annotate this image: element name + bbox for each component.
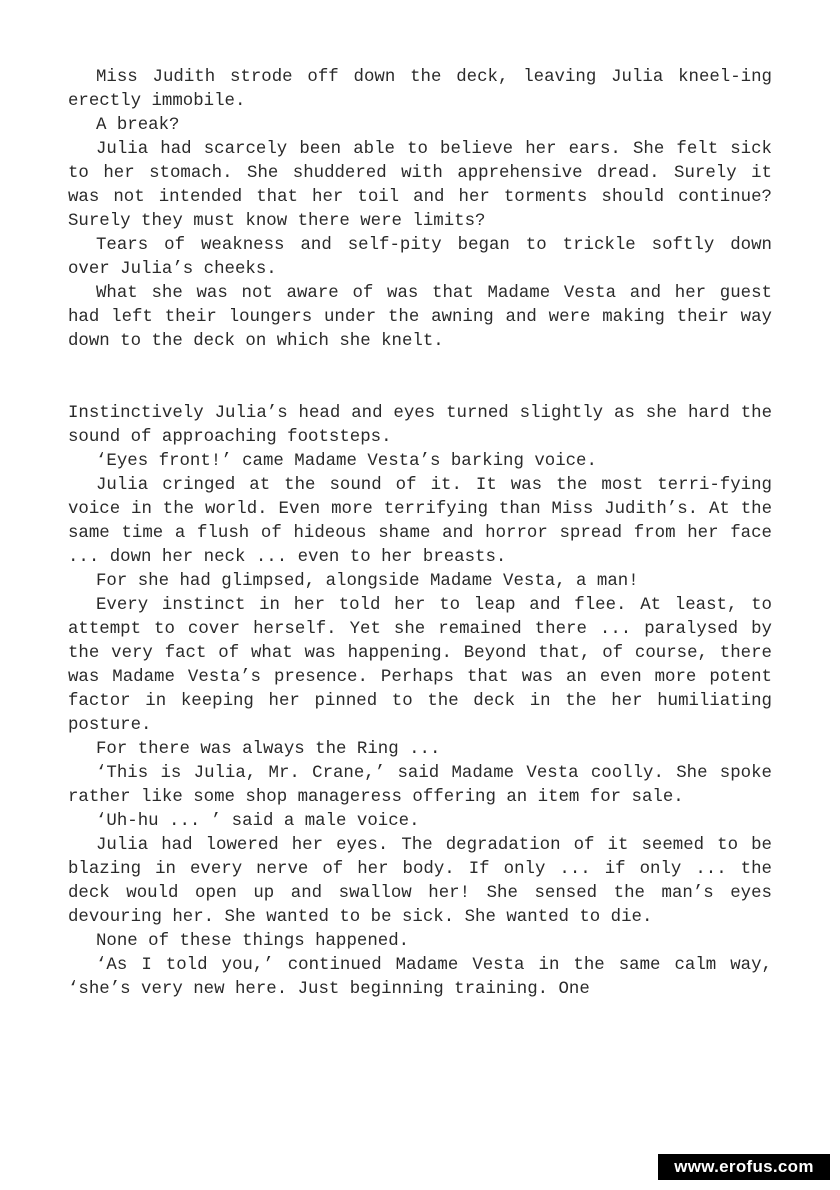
paragraph: What she was not aware of was that Madame Vesta and her guest had left their loungers under the awning and were making their way down to the deck on which she knelt.: [68, 284, 772, 351]
paragraph: Miss Judith strode off down the deck, leaving Julia kneel-ing erectly immobile.: [68, 68, 772, 111]
paragraph: Julia had scarcely been able to believe her ears. She felt sick to her stomach. She shuddered with apprehensive dread. Surely it was not intended that her toil and her torments should continue? Surely they must know there were limits?: [68, 140, 772, 231]
paragraph: None of these things happened.: [96, 932, 410, 951]
paragraph: For she had glimpsed, alongside Madame Vesta, a man!: [96, 572, 639, 591]
paragraph: Julia had lowered her eyes. The degradation of it seemed to be blazing in every nerve of her body. If only ... if only ... the deck would open up and swallow her! She sensed the man’s eyes devouring her. She wanted to be sick. She wanted to die.: [68, 836, 772, 927]
section-break: [68, 354, 772, 402]
paragraph: ‘As I told you,’ continued Madame Vesta in the same calm way, ‘she’s very new here. Just beginning training. One: [68, 956, 772, 999]
paragraph: Instinctively Julia’s head and eyes turned slightly as she hard the sound of approaching footsteps.: [68, 404, 772, 447]
paragraph: ‘This is Julia, Mr. Crane,’ said Madame Vesta coolly. She spoke rather like some shop manageress offering an item for sale.: [68, 764, 772, 807]
paragraph: For there was always the Ring ...: [96, 740, 441, 759]
paragraph: ‘Eyes front!’ came Madame Vesta’s barking voice.: [96, 452, 597, 471]
paragraph: ‘Uh-hu ... ’ said a male voice.: [96, 812, 420, 831]
document-body: [68, 66, 772, 1002]
site-watermark: www.erofus.com: [658, 1154, 830, 1180]
paragraph: A break?: [96, 116, 180, 135]
paragraph: Julia cringed at the sound of it. It was the most terri-fying voice in the world. Even more terrifying than Miss Judith’s. At the same time a flush of hideous shame and horror spread from her face ... down her neck ... even to her breasts.: [68, 476, 772, 567]
paragraph: Every instinct in her told her to leap and flee. At least, to attempt to cover herself. Yet she remained there ... paralysed by the very fact of what was happening. Beyond that, of course, there was Madame Vesta’s presence. Perhaps that was an even more potent factor in keeping her pinned to the deck in the her humiliating posture.: [68, 596, 772, 735]
paragraph: Tears of weakness and self-pity began to trickle softly down over Julia’s cheeks.: [68, 236, 772, 279]
